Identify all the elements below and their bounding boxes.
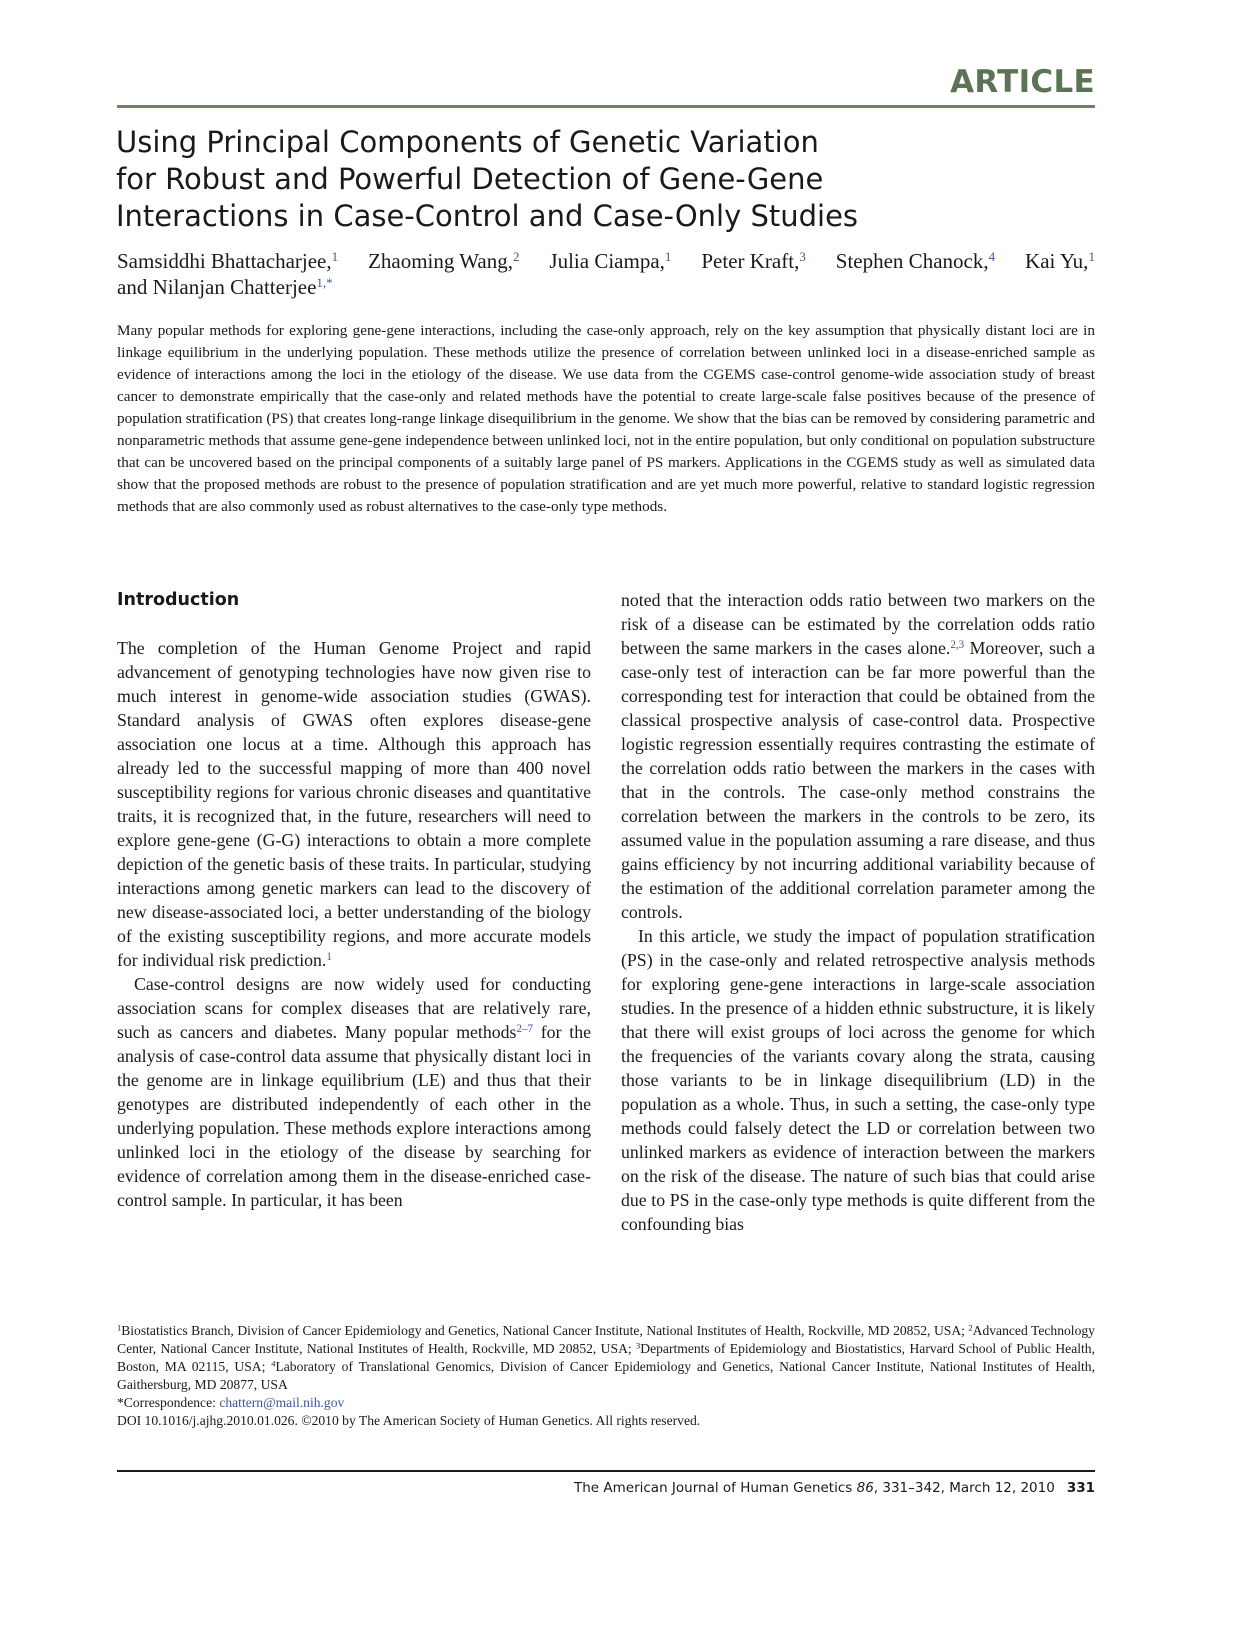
author-affiliation-link[interactable]: 4 [988, 248, 996, 264]
footer-rule [117, 1470, 1095, 1472]
paper-title [116, 124, 936, 235]
citation-link[interactable]: 1 [326, 950, 332, 963]
affiliation-list: $^1$Biostatistics Branch, Division of Cancer Epidemiology and Genetics, National Cancer Institute, National Institutes of Health, Rockville, MD 20852, USA; $^2$Advanced Technology Center, National Cancer Institute, National Institutes of Health, Rockville, MD 20852, USA; $^3$Departments of Epidemiology and Biostatistics, Harvard School of Public Health, Boston, MA 02115, USA; $^4$Laboratory of Translational Genomics, Division of Cancer Epidemiology and Genetics, National Cancer Institute, National Institutes of Health, Gaithersburg, MD 20877, USA [117, 1322, 1095, 1392]
section-heading-introduction: Introduction [117, 590, 240, 610]
affiliations-footnote [117, 1322, 1095, 1430]
author-affiliation-link[interactable]: 1 [664, 248, 672, 264]
journal-pages-date: , 331–342, March 12, 2010 [873, 1480, 1055, 1496]
author-affiliation-link[interactable]: 1 [1088, 248, 1095, 264]
body-paragraph: In this article, we study the impact of population stratification (PS) in the case-only and related retrospective analysis methods for exploring gene-gene interactions in large-scale association studies. In the presence of a hidden ethnic substructure, it is likely that there will exist groups of loci across the genome for which the frequencies of the variants covary along the strata, causing those variants to be in linkage disequilibrium (LD) in the population as a whole. Thus, in such a setting, the case-only type methods could falsely detect the LD or correlation between two unlinked markers as evidence of interaction between the markers on the risk of the disease. The nature of such bias that could arise due to PS in the case-only type methods is quite different from the confounding bias [621, 926, 1095, 1234]
correspondence: *Correspondence: chattern@mail.nih.gov [117, 1395, 345, 1410]
title-line-3: Interactions in Case-Control and Case-Only Studies [116, 199, 859, 233]
title-line-2: for Robust and Powerful Detection of Gene-Gene [116, 162, 824, 196]
author: Peter Kraft,$^3$ [701, 248, 806, 273]
author-list [117, 248, 1095, 300]
correspondence-email-link[interactable]: chattern@mail.nih.gov [219, 1395, 345, 1410]
article-type-label: ARTICLE [950, 64, 1095, 100]
body-paragraph: noted that the interaction odds ratio between two markers on the risk of a disease can be estimated by the correlation odds ratio between the same markers in the cases alone.$^{2,3}$ Moreover, such a case-only test of interaction can be far more powerful than the corresponding test for interaction that could be obtained from the classical prospective analysis of case-control data. Prospective logistic regression essentially requires contrasting the estimate of the correlation odds ratio between the markers in the cases with that in the controls. The case-only method constrains the correlation between the markers in the controls to be zero, its assumed value in the population assuming a rare disease, and thus gains efficiency by not incurring additional variability because of the estimation of the additional correlation parameter among the controls. [621, 590, 1095, 922]
header-rule [117, 105, 1095, 108]
page-footer [574, 1480, 1095, 1496]
author-affiliation-link[interactable]: 3 [799, 248, 806, 264]
author-affiliation-link[interactable]: 2 [512, 248, 520, 264]
body-column-left [117, 588, 591, 1212]
abstract: Many popular methods for exploring gene-gene interactions, including the case-only approach, rely on the key assumption that physically distant loci are in linkage equilibrium in the underlying population. These methods utilize the presence of correlation between unlinked loci in a disease-enriched sample as evidence of interactions among the loci in the etiology of the disease. We use data from the CGEMS case-control genome-wide association study of breast cancer to demonstrate empirically that the case-only and related methods have the potential to create large-scale false positives because of the presence of population stratification (PS) that creates long-range linkage disequilibrium in the genome. We show that the bias can be removed by considering parametric and nonparametric methods that assume gene-gene independence between unlinked loci, not in the entire population, but only conditional on population substructure that can be uncovered based on the principal components of a suitably large panel of PS markers. Applications in the CGEMS study as well as simulated data show that the proposed methods are robust to the presence of population stratification and are yet much more powerful, relative to standard logistic regression methods that are also commonly used as robust alternatives to the case-only type methods. [117, 322, 1095, 515]
body-paragraph: Case-control designs are now widely used for conducting association scans for complex diseases that are relatively rare, such as cancers and diabetes. Many popular methods$^{2-7}$ for the analysis of case-control data assume that physically distant loci in the genome are in linkage equilibrium (LE) and thus that their genotypes are distributed independently of each other in the underlying population. These methods explore interactions among unlinked loci in the etiology of the disease by searching for evidence of correlation among them in the disease-enriched case-control sample. In particular, it has been [117, 974, 591, 1210]
author-affiliation-link[interactable]: 1,* [316, 274, 333, 290]
author: Stephen Chanock,$^4$ [835, 248, 996, 273]
doi-copyright: DOI 10.1016/j.ajhg.2010.01.026. ©2010 by The American Society of Human Genetics. All rights reserved. [117, 1413, 701, 1428]
page-number: 331 [1066, 1480, 1095, 1496]
body-column-right [621, 588, 1095, 1236]
author: Kai Yu,$^1$ [1025, 248, 1095, 273]
author: Julia Ciampa,$^1$ [549, 248, 672, 273]
author: Zhaoming Wang,$^2$ [368, 248, 520, 273]
journal-volume: 86 [856, 1480, 874, 1496]
title-line-1: Using Principal Components of Genetic Variation [116, 125, 819, 159]
author: Samsiddhi Bhattacharjee,$^1$ [117, 248, 339, 273]
body-paragraph: The completion of the Human Genome Project and rapid advancement of genotyping technologies have now given rise to much interest in genome-wide association studies (GWAS). Standard analysis of GWAS often explores disease-gene association one locus at a time. Although this approach has already led to the successful mapping of more than 400 novel susceptibility regions for various chronic diseases and quantitative traits, it is recognized that, in the future, researchers will need to explore gene-gene (G-G) interactions to obtain a more complete depiction of the genetic basis of these traits. In particular, studying interactions among genetic markers can lead to the discovery of new disease-associated loci, a better understanding of the biology of the existing susceptibility regions, and more accurate models for individual risk prediction.$^1$ [117, 638, 591, 970]
citation-link[interactable]: 2–7 [516, 1022, 533, 1035]
author-affiliation-link[interactable]: 1 [331, 248, 339, 264]
author: and Nilanjan Chatterjee$^{1,*}$ [117, 274, 333, 299]
citation-link[interactable]: 2,3 [950, 638, 965, 651]
journal-name: The American Journal of Human Genetics [573, 1480, 857, 1496]
